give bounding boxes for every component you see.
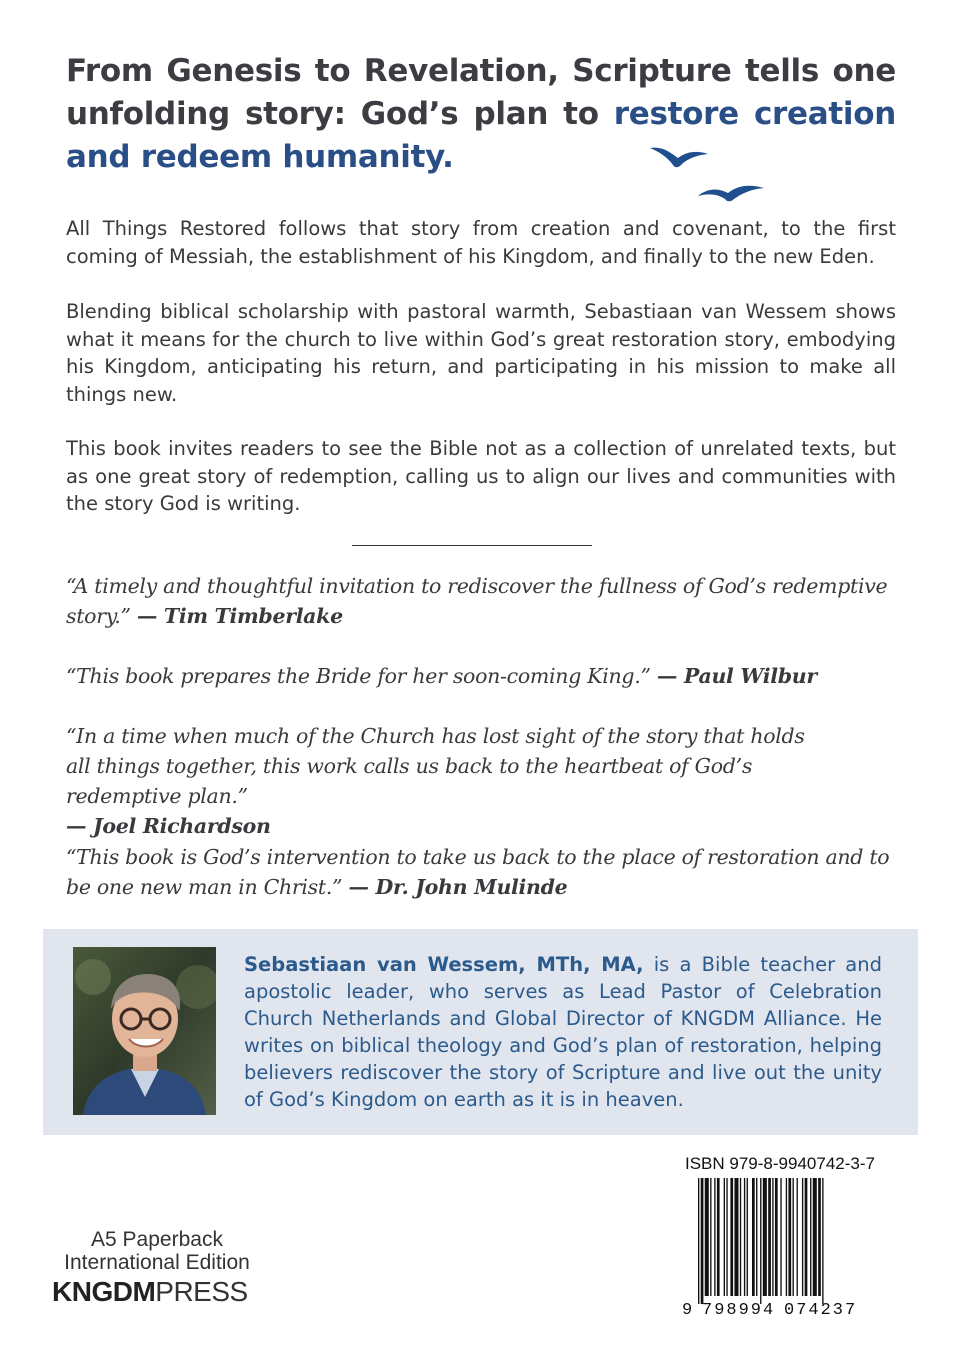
author-bio-text: is a Bible teacher and apostolic leader, who serves as Lead Pastor of Celebration Church Netherlands and Global Director of KNGDM Alliance. He writes on biblical theology and God’s plan of restoration, helping believers rediscover the story of Scripture and live out the unity of God’s Kingdom on earth as it is in heaven. <box>244 953 882 1111</box>
barcode-bar <box>768 1178 771 1296</box>
isbn-label: ISBN 979-8-9940742-3-7 <box>685 1154 875 1173</box>
endorsement-author: — Dr. John Mulinde <box>348 875 568 899</box>
headline <box>66 50 896 179</box>
barcode-bar <box>734 1178 738 1296</box>
endorsement-author: — Tim Timberlake <box>136 604 343 628</box>
barcode-bar <box>810 1178 811 1296</box>
barcode-bar <box>793 1178 794 1296</box>
headline-accent: restore creation and redeem humanity. <box>66 96 896 175</box>
barcode-bar <box>714 1178 715 1296</box>
endorsement-3 <box>66 721 826 841</box>
barcode-bar <box>802 1178 803 1296</box>
barcode-bar <box>726 1178 727 1296</box>
endorsement-1 <box>66 571 896 631</box>
barcode-bar <box>756 1178 757 1296</box>
description-paragraph-3: This book invites readers to see the Bible not as a collection of unrelated texts, but as one great story of redemption, calling us to align our lives and communities with the story God is writing. <box>66 437 896 515</box>
edition-type: International Edition <box>64 1251 250 1274</box>
barcode-bar <box>752 1178 755 1296</box>
author-portrait <box>73 947 216 1115</box>
barcode-bar <box>744 1178 745 1296</box>
section-divider <box>352 545 592 546</box>
endorsement-author: — Joel Richardson <box>66 814 271 838</box>
barcode-bar <box>775 1178 778 1296</box>
author-bio <box>244 951 882 1113</box>
endorsement-text: “This book is God’s intervention to take us back to the place of restoration and to be one new man in Christ.” <box>66 845 890 899</box>
barcode-bar <box>701 1178 704 1304</box>
barcode-bar <box>730 1178 733 1296</box>
endorsement-text: “A timely and thoughtful invitation to rediscover the fullness of God’s redemptive story.” <box>66 574 888 628</box>
edition-format: A5 Paperback <box>91 1228 223 1251</box>
barcode-bar <box>747 1178 748 1296</box>
barcode-bar <box>813 1178 817 1296</box>
author-bio-panel <box>43 929 918 1135</box>
barcode <box>676 1176 866 1320</box>
barcode-bar <box>772 1178 773 1296</box>
edition-info <box>52 1228 262 1274</box>
barcode-bar <box>818 1178 821 1296</box>
endorsement-author: — Paul Wilbur <box>656 664 817 688</box>
barcode-bar <box>698 1178 699 1304</box>
barcode-bar <box>705 1178 709 1296</box>
barcode-digit-first: 9 <box>682 1301 693 1320</box>
barcode-bar <box>763 1178 767 1296</box>
author-name: Sebastiaan van Wessem, MTh, MA, <box>244 953 644 976</box>
endorsement-text: “In a time when much of the Church has lost sight of the story that holds all things together, this work calls us back to the heartbeat of God’s redemptive plan.” <box>66 724 805 808</box>
barcode-bar <box>788 1178 791 1296</box>
barcode-bar <box>760 1178 761 1304</box>
headline-plain: From Genesis to Revelation, Scripture tells one unfolding story: God’s plan to <box>66 53 896 132</box>
publisher-logo-light: PRESS <box>155 1276 248 1307</box>
barcode-bar <box>822 1178 823 1304</box>
description-paragraph-1: All Things Restored follows that story from creation and covenant, to the first coming of Messiah, the establishment of his Kingdom, and finally to the new Eden. <box>66 217 896 268</box>
endorsement-text: “This book prepares the Bride for her soon-coming King.” <box>66 664 651 688</box>
publisher-logo-bold: KNGDM <box>52 1276 156 1307</box>
endorsement-2 <box>66 661 896 691</box>
barcode-bar <box>710 1178 711 1296</box>
barcode-bar <box>740 1178 741 1296</box>
description-paragraph-2: Blending biblical scholarship with pastoral warmth, Sebastiaan van Wessem shows what it means for the church to live within God’s great restoration story, embodying his Kingdom, anticipating his return, and participating in his mission to make all things new. <box>66 300 896 406</box>
barcode-digits-right: 074237 <box>784 1301 858 1320</box>
barcode-bar <box>805 1178 808 1296</box>
barcode-bar <box>786 1178 787 1296</box>
barcode-bar <box>797 1178 798 1296</box>
publisher-logo <box>52 1276 248 1308</box>
seagulls-icon <box>648 138 768 208</box>
barcode-bar <box>717 1178 720 1296</box>
barcode-digits-left: 798994 <box>702 1301 776 1320</box>
barcode-bar <box>724 1178 725 1296</box>
barcode-bar <box>780 1178 781 1296</box>
endorsement-4 <box>66 842 896 902</box>
